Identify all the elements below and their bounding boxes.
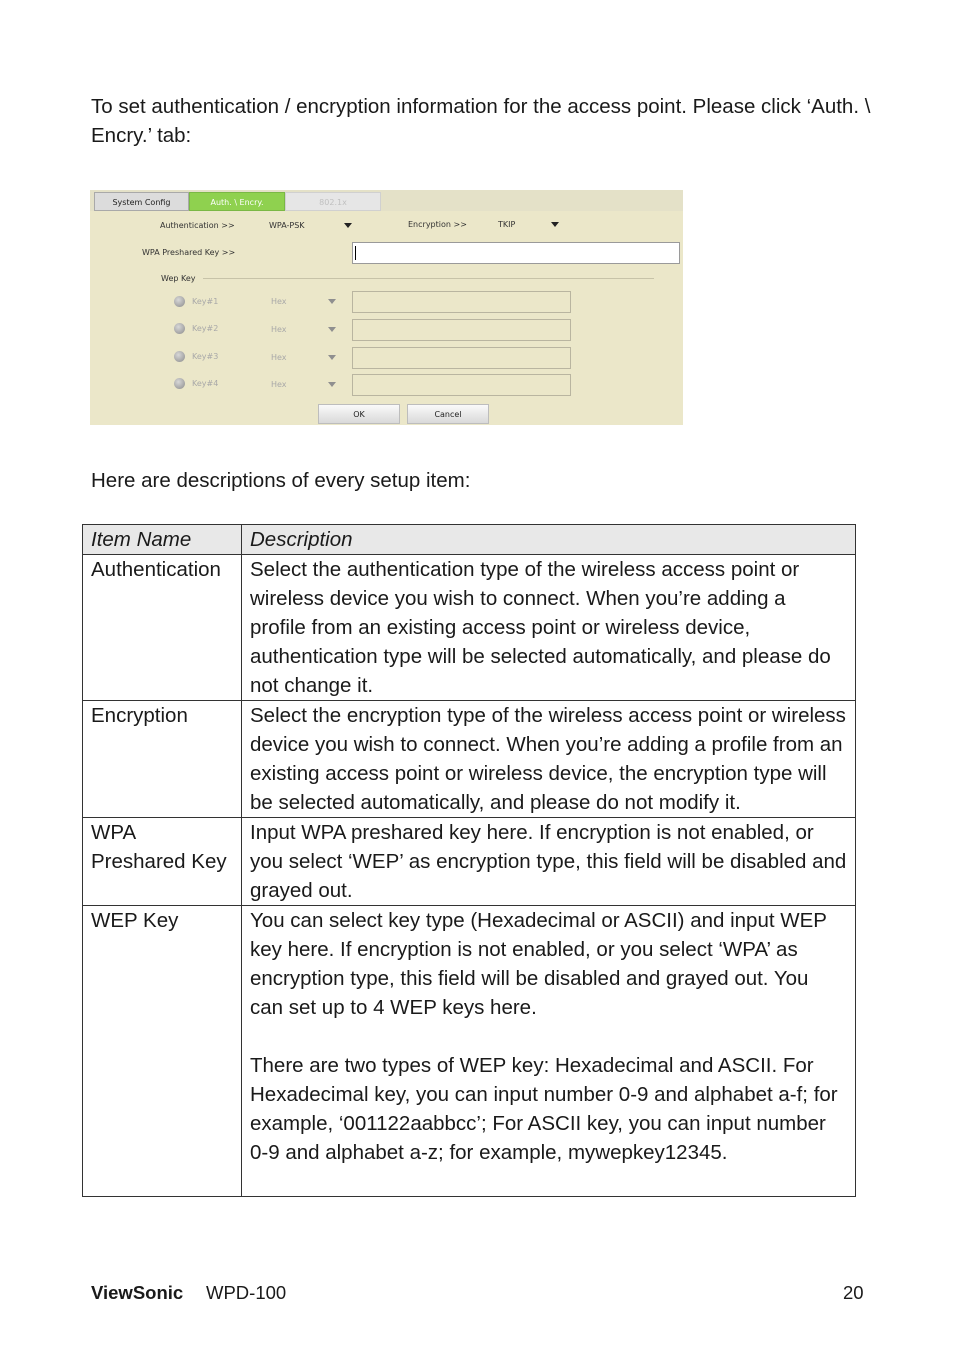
- wep-key-group-label: Wep Key: [161, 274, 196, 283]
- radio-button: [174, 378, 185, 389]
- chevron-down-icon: [328, 299, 336, 304]
- description-paragraph: There are two types of WEP key: Hexadecimal and ASCII. For Hexadecimal key, you can input number 0-9 and alphabet a-f; for example, ‘001122aabbcc’; For ASCII key, you can input number 0-9 and alphabet a-z; for example, mywepkey12345.: [250, 1054, 838, 1164]
- column-header-item-name: Item Name: [83, 525, 242, 555]
- setup-items-table: [82, 524, 856, 1197]
- wep-key-input: [352, 347, 571, 369]
- footer-brand: ViewSonic: [91, 1282, 184, 1303]
- chevron-down-icon: [551, 222, 559, 227]
- cell-bottom-space: [250, 1167, 847, 1196]
- group-divider: [203, 278, 654, 279]
- table-header-row: [83, 525, 856, 555]
- wpa-key-input[interactable]: [352, 242, 680, 264]
- paragraph-gap: [250, 1022, 847, 1051]
- page-number: 20: [843, 1282, 864, 1303]
- chevron-down-icon: [328, 355, 336, 360]
- authentication-label: Authentication >>: [160, 221, 235, 230]
- item-name-cell: WEP Key: [83, 906, 242, 1197]
- cancel-button[interactable]: Cancel: [407, 404, 489, 424]
- subheading: Here are descriptions of every setup item:: [91, 469, 471, 492]
- intro-paragraph: To set authentication / encryption information for the access point. Please click ‘Auth. \ Encry.’ tab:: [91, 95, 871, 147]
- authentication-value: WPA-PSK: [269, 221, 305, 230]
- wep-key-type: Hex: [271, 325, 287, 334]
- encryption-label: Encryption >>: [408, 220, 467, 229]
- description-paragraph: You can select key type (Hexadecimal or ASCII) and input WEP key here. If encryption is not enabled, or you select ‘WPA’ as encryption type, this field will be disabled and grayed out. You can set up to 4 WEP keys here.: [250, 909, 827, 1019]
- wpa-key-label: WPA Preshared Key >>: [142, 248, 236, 257]
- tab-system-config[interactable]: System Config: [94, 192, 189, 211]
- table-row: [83, 906, 856, 1197]
- item-name-cell: WPA Preshared Key: [83, 818, 242, 906]
- tab-auth-encry[interactable]: Auth. \ Encry.: [189, 192, 285, 211]
- tab-strip: [90, 190, 683, 211]
- wep-key-label: Key#1: [192, 297, 219, 306]
- item-name-cell: Encryption: [83, 701, 242, 818]
- radio-button: [174, 323, 185, 334]
- description-cell: Select the authentication type of the wireless access point or wireless device you wish to connect. When you’re adding a profile from an existing access point or wireless device, authentication type will be selected automatically, and please do not change it.: [242, 555, 856, 701]
- ok-button[interactable]: OK: [318, 404, 400, 424]
- chevron-down-icon: [328, 327, 336, 332]
- radio-button: [174, 296, 185, 307]
- table-row: [83, 818, 856, 906]
- auth-encryption-dialog: [90, 190, 683, 425]
- wep-key-input: [352, 374, 571, 396]
- footer-model: WPD-100: [206, 1282, 287, 1303]
- tab-8021x: 802.1x: [285, 192, 381, 211]
- wep-key-type: Hex: [271, 297, 287, 306]
- wep-key-type: Hex: [271, 380, 287, 389]
- chevron-down-icon: [328, 382, 336, 387]
- wep-key-input: [352, 291, 571, 313]
- item-name-cell: Authentication: [83, 555, 242, 701]
- encryption-value: TKIP: [498, 220, 516, 229]
- description-cell: Input WPA preshared key here. If encryption is not enabled, or you select ‘WEP’ as encryption type, this field will be disabled and grayed out.: [242, 818, 856, 906]
- wep-key-type: Hex: [271, 353, 287, 362]
- wep-key-label: Key#4: [192, 379, 219, 388]
- column-header-description: Description: [242, 525, 856, 555]
- radio-button: [174, 351, 185, 362]
- description-cell: Select the encryption type of the wireless access point or wireless device you wish to connect. When you’re adding a profile from an existing access point or wireless device, the encryption type will be selected automatically, and please do not modify it.: [242, 701, 856, 818]
- chevron-down-icon: [344, 223, 352, 228]
- description-cell: [242, 906, 856, 1197]
- wep-key-input: [352, 319, 571, 341]
- text-caret: [355, 246, 356, 260]
- table-row: [83, 555, 856, 701]
- wep-key-label: Key#3: [192, 352, 219, 361]
- wep-key-label: Key#2: [192, 324, 219, 333]
- table-row: [83, 701, 856, 818]
